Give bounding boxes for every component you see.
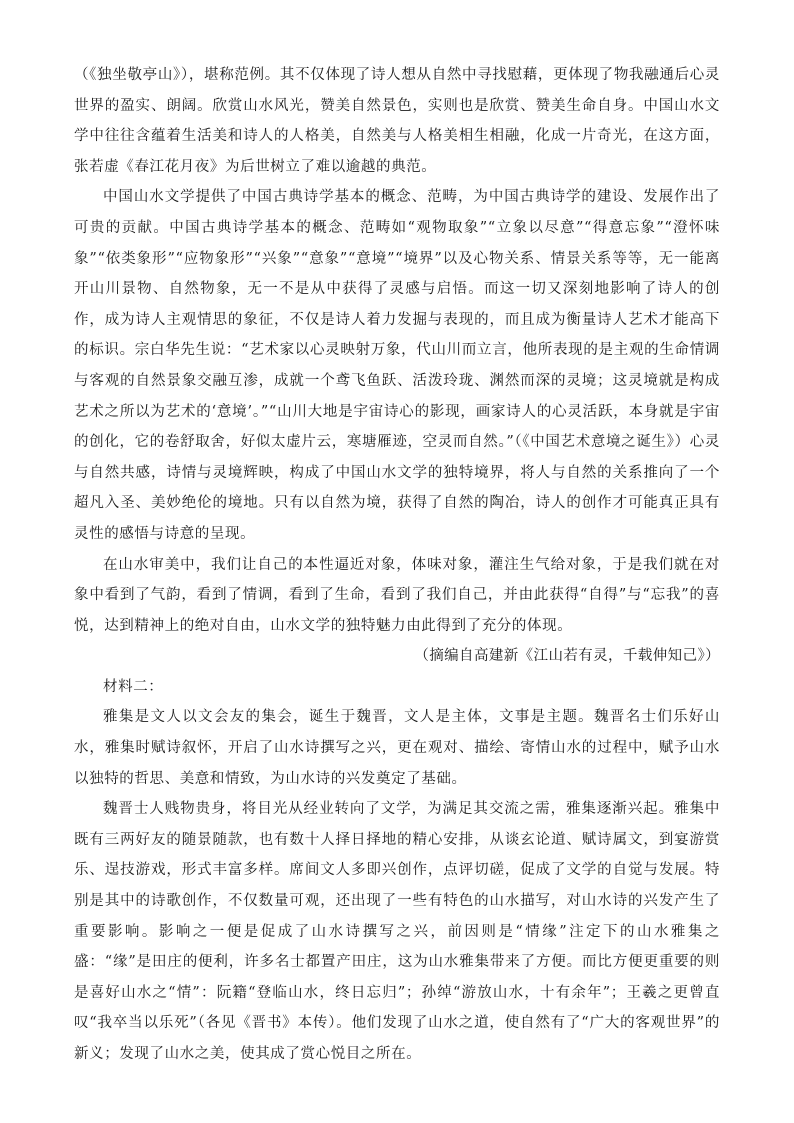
paragraph-5: 魏晋士人贱物贵身，将目光从经业转向了文学，为满足其交流之需，雅集逐渐兴起。雅集中既有三两好友的随景随款，也有数十人择日择地的精心安排，从谈玄论道、赋诗属文，到宴游赏乐、逞技游戏，形式丰富多样。席间文人多即兴创作，点评切磋，促成了文学的自觉与发展。特别是其中的诗歌创作，不仅数量可观，还出现了一些有特色的山水描写，对山水诗的兴发产生了重要影响。影响之一便是促成了山水诗撰写之兴，前因则是“情缘”注定下的山水雅集之盛：“缘”是田庄的便利，许多名士都置产田庄，这为山水雅集带来了方便。而比方便更重要的则是喜好山水之“情”：阮籍“登临山水，终日忘归”；孙绰“游放山水，十有余年”；王羲之更曾直叹“我卒当以乐死”（各见《晋书》本传）。他们发现了山水之道，使自然有了“广大的客观世界”的新义；发现了山水之美，使其成了赏心悦目之所在。 — [74, 801, 720, 1062]
document-page — [74, 60, 720, 1070]
paragraph-1: （《独坐敬亭山》），堪称范例。其不仅体现了诗人想从自然中寻找慰藉，更体现了物我融通后心灵世界的盈实、朗阔。欣赏山水风光，赞美自然景色，实则也是欣赏、赞美生命自身。中国山水文学中往往含蕴着生活美和诗人的人格美，自然美与人格美相生相融，化成一片奇光，在这方面，张若虚《春江花月夜》为后世树立了难以逾越的典范。 — [74, 67, 720, 175]
source-citation: （摘编自高建新《江山若有灵，千载伸知己》） — [414, 648, 720, 665]
paragraph-3: 在山水审美中，我们让自己的本性逼近对象，体味对象，灌注生气给对象，于是我们就在对象中看到了气韵，看到了情调，看到了生命，看到了我们自己，并由此获得“自得”与“忘我”的喜悦，达到精神上的绝对自由，山水文学的独特魅力由此得到了充分的体现。 — [74, 556, 720, 634]
material-heading: 材料二： — [103, 678, 164, 695]
paragraph-4: 雅集是文人以文会友的集会，诞生于魏晋，文人是主体，文事是主题。魏晋名士们乐好山水，雅集时赋诗叙怀，开启了山水诗撰写之兴，更在观对、描绘、寄情山水的过程中，赋予山水以独特的哲思、美意和情致，为山水诗的兴发奠定了基础。 — [74, 709, 720, 787]
paragraph-2: 中国山水文学提供了中国古典诗学基本的概念、范畴，为中国古典诗学的建设、发展作出了可贵的贡献。中国古典诗学基本的概念、范畴如“观物取象”“立象以尽意”“得意忘象”“澄怀味象”“依类象形”“应物象形”“兴象”“意象”“意境”“境界”以及心物关系、情景关系等等，无一能离开山川景物、自然物象，无一不是从中获得了灵感与启悟。而这一切又深刻地影响了诗人的创作，成为诗人主观情思的象征，不仅是诗人着力发掘与表现的，而且成为衡量诗人艺术才能高下的标识。宗白华先生说：“艺术家以心灵映射万象，代山川而立言，他所表现的是主观的生命情调与客观的自然景象交融互渗，成就一个鸢飞鱼跃、活泼玲珑、渊然而深的灵境；这灵境就是构成艺术之所以为艺术的‘意境’。”“山川大地是宇宙诗心的影现，画家诗人的心灵活跃，本身就是宇宙的创化，它的卷舒取舍，好似太虚片云，寒塘雁迹，空灵而自然。”（《中国艺术意境之诞生》）心灵与自然共感，诗情与灵境辉映，构成了中国山水文学的独特境界，将人与自然的关系推向了一个超凡入圣、美妙绝伦的境地。只有以自然为境，获得了自然的陶冶，诗人的创作才可能真正具有灵性的感悟与诗意的呈现。 — [74, 189, 720, 542]
